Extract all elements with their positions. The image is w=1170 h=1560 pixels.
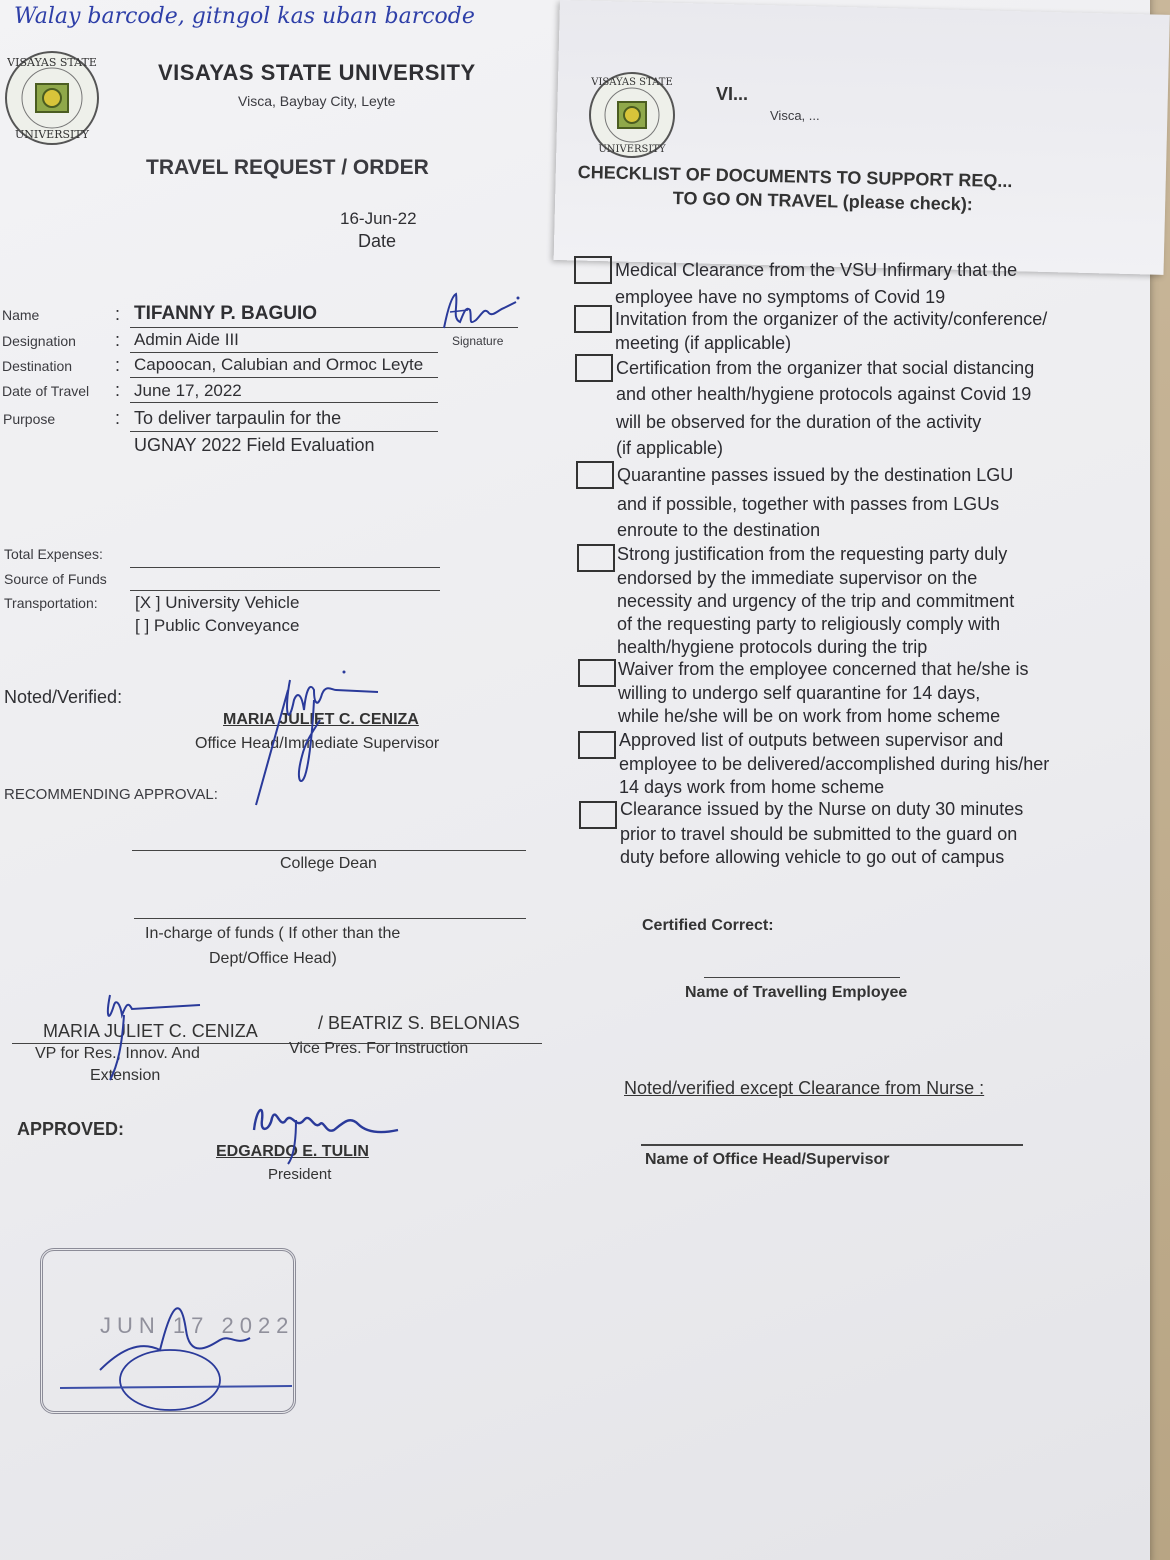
checklist-item-5-line-4: of the requesting party to religiously comply with [617, 614, 1001, 634]
college-dean-label: College Dean [280, 855, 377, 872]
checklist-item-3-line-4: (if applicable) [616, 438, 724, 458]
svg-text:VISAYAS STATE: VISAYAS STATE [591, 77, 673, 88]
destination-label: Destination [2, 358, 73, 374]
purpose-value-line-1: To deliver tarpaulin for the [134, 408, 342, 428]
stamp-signature [60, 1250, 300, 1420]
certified-correct-label: Certified Correct: [642, 917, 774, 934]
date-label: Date [358, 231, 397, 251]
recommending-approval-label: RECOMMENDING APPROVAL: [4, 786, 218, 803]
designation-underline [130, 352, 438, 353]
purpose-value-line-2: UGNAY 2022 Field Evaluation [134, 435, 375, 455]
employee-signature [438, 288, 523, 348]
right-address-partial: Visca, ... [770, 108, 820, 123]
president-name: EDGARDO E. TULIN [216, 1143, 369, 1160]
checklist-item-4-line-2: and if possible, together with passes from LGUs [617, 494, 1000, 514]
vsu-seal-right-icon [576, 70, 688, 160]
svg-text:VISAYAS STATE: VISAYAS STATE [7, 56, 97, 69]
stamp-date: JUN 17 2022 [100, 1313, 295, 1338]
in-charge-label-line-2: Dept/Office Head) [209, 950, 337, 967]
purpose-colon: : [115, 408, 121, 428]
checkbox-certification[interactable] [575, 354, 613, 382]
vp-signature [80, 985, 210, 1085]
source-of-funds-label: Source of Funds [4, 571, 107, 587]
checklist-item-7-line-3: 14 days work from home scheme [619, 777, 885, 797]
vp-instruction-role: Vice Pres. For Instruction [289, 1040, 469, 1057]
purpose-label: Purpose [3, 411, 56, 427]
checklist-item-2-line-1: Invitation from the organizer of the activity/conference/ [615, 309, 1048, 329]
checklist-item-6-line-1: Waiver from the employee concerned that he/she is [618, 659, 1029, 679]
president-role: President [268, 1166, 332, 1183]
destination-colon: : [115, 355, 121, 375]
checklist-item-4-line-3: enroute to the destination [617, 520, 821, 540]
noted-verified-label: Noted/Verified: [4, 687, 123, 707]
office-head-line [641, 1144, 1023, 1146]
approved-label: APPROVED: [17, 1119, 125, 1139]
date-of-travel-colon: : [115, 380, 121, 400]
handwritten-note: Walay barcode, gitngol kas uban barcode [14, 4, 475, 29]
checklist-item-3-line-3: will be observed for the duration of the activity [616, 412, 982, 432]
checklist-item-1-line-1: Medical Clearance from the VSU Infirmary that the [615, 260, 1018, 280]
vp-research-name: MARIA JULIET C. CENIZA [43, 1021, 258, 1041]
checklist-item-5-line-2: endorsed by the immediate supervisor on the [617, 568, 978, 588]
designation-label: Designation [2, 333, 76, 349]
checklist-item-6-line-2: willing to undergo self quarantine for 14 days, [618, 683, 981, 703]
vp-instruction-name: / BEATRIZ S. BELONIAS [318, 1013, 520, 1033]
checklist-item-5-line-3: necessity and urgency of the trip and commitment [617, 591, 1015, 611]
signature-label: Signature [452, 334, 504, 348]
checklist-title-line-1: CHECKLIST OF DOCUMENTS TO SUPPORT REQ... [577, 162, 1013, 192]
in-charge-line [134, 918, 526, 919]
office-head-label: Name of Office Head/Supervisor [645, 1151, 890, 1168]
university-address: Visca, Baybay City, Leyte [238, 93, 396, 109]
checklist-item-8-line-1: Clearance issued by the Nurse on duty 30 minutes [620, 799, 1024, 819]
total-expenses-label: Total Expenses: [4, 546, 103, 562]
checklist-item-1-line-2: employee have no symptoms of Covid 19 [615, 287, 946, 307]
name-label: Name [2, 307, 40, 323]
checklist-item-5-line-1: Strong justification from the requesting party duly [617, 544, 1008, 564]
destination-underline [130, 377, 438, 378]
checklist-item-3-line-2: and other health/hygiene protocols against Covid 19 [616, 384, 1032, 404]
source-of-funds-line [130, 590, 440, 591]
travelling-employee-line [704, 977, 900, 978]
checklist-item-4-line-1: Quarantine passes issued by the destination LGU [617, 465, 1014, 485]
date-of-travel-underline [130, 402, 438, 403]
date-value: 16-Jun-22 [340, 209, 417, 228]
college-dean-line [132, 850, 526, 851]
checklist-item-7-line-2: employee to be delivered/accomplished during his/her [619, 754, 1050, 774]
president-signature [240, 1090, 410, 1170]
checklist-title-line-2: TO GO ON TRAVEL (please check): [672, 188, 974, 215]
checkbox-strong-justification[interactable] [577, 544, 615, 572]
purpose-underline [130, 431, 438, 432]
checkbox-nurse-clearance[interactable] [579, 801, 617, 829]
vp-research-role-line-2: Extension [90, 1067, 161, 1084]
transport-public-conveyance: [ ] Public Conveyance [135, 616, 300, 635]
checkbox-quarantine-passes[interactable] [576, 461, 614, 489]
right-university-partial: VI... [716, 84, 749, 104]
checklist-item-8-line-2: prior to travel should be submitted to the guard on [620, 824, 1018, 844]
checklist-item-3-line-1: Certification from the organizer that social distancing [616, 358, 1035, 378]
checklist-item-2-line-2: meeting (if applicable) [615, 333, 792, 353]
svg-text:UNIVERSITY: UNIVERSITY [598, 144, 666, 155]
designation-value: Admin Aide III [134, 330, 239, 349]
date-of-travel-value: June 17, 2022 [134, 381, 242, 400]
checkbox-invitation[interactable] [574, 305, 612, 333]
transport-university-vehicle: [X ] University Vehicle [135, 593, 300, 612]
checklist-item-6-line-3: while he/she will be on work from home scheme [618, 706, 1001, 726]
designation-colon: : [115, 330, 121, 350]
checklist-item-5-line-5: health/hygiene protocols during the trip [617, 637, 928, 657]
checkbox-medical-clearance[interactable] [574, 256, 612, 284]
transportation-label: Transportation: [4, 595, 98, 611]
checkbox-waiver[interactable] [578, 659, 616, 687]
vsu-seal-icon [0, 48, 108, 148]
noted-except-nurse-label: Noted/verified except Clearance from Nurse : [624, 1078, 985, 1098]
noted-role: Office Head/Immediate Supervisor [195, 735, 440, 752]
checklist-item-7-line-1: Approved list of outputs between supervisor and [619, 730, 1004, 750]
name-colon: : [115, 304, 121, 324]
total-expenses-line [130, 567, 440, 568]
in-charge-label-line-1: In-charge of funds ( If other than the [145, 925, 401, 942]
name-value: TIFANNY P. BAGUIO [134, 303, 317, 324]
svg-text:UNIVERSITY: UNIVERSITY [15, 128, 89, 141]
destination-value: Capoocan, Calubian and Ormoc Leyte [134, 355, 424, 374]
checkbox-approved-outputs[interactable] [578, 731, 616, 759]
noted-name: MARIA JULIET C. CENIZA [223, 711, 419, 728]
checklist-item-8-line-3: duty before allowing vehicle to go out of campus [620, 847, 1005, 867]
date-of-travel-label: Date of Travel [2, 383, 90, 399]
noted-signature [248, 660, 398, 810]
form-title: TRAVEL REQUEST / ORDER [146, 156, 429, 179]
travelling-employee-label: Name of Travelling Employee [685, 984, 908, 1001]
university-name: VISAYAS STATE UNIVERSITY [158, 60, 476, 85]
vp-research-role-line-1: VP for Res., Innov. And [35, 1045, 200, 1062]
